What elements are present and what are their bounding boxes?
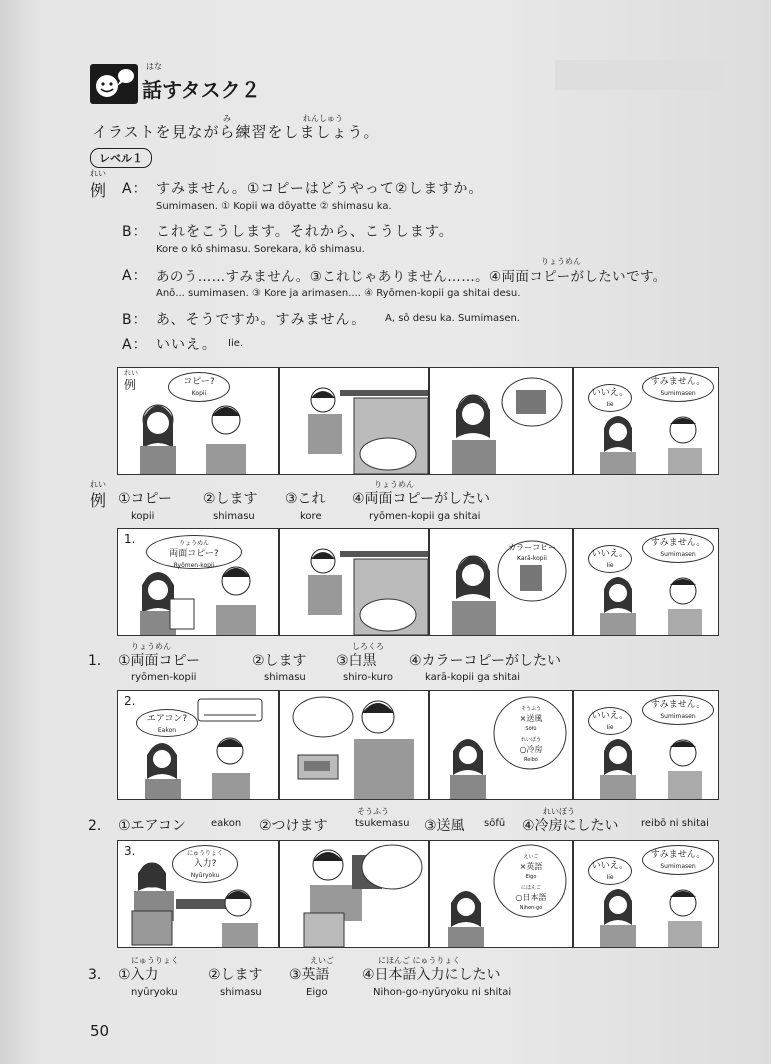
line-a1-romaji: Sumimasen. ① Kopii wa dōyatte ② shimasu ka. bbox=[156, 201, 392, 212]
bubble-text: いいえ。 bbox=[591, 549, 629, 559]
line-a1-speaker: A： bbox=[122, 181, 148, 197]
ans-1-item: ①両面コピー bbox=[118, 653, 200, 669]
line-a2-jp: あのう……すみません。③これじゃありません……。④両面コピーがしたいです。 bbox=[156, 269, 667, 285]
ans-1-romaji: ryōmen-kopii bbox=[131, 672, 197, 683]
ans-1-item: ②します bbox=[252, 653, 307, 669]
bubble-text: すみません。 bbox=[650, 700, 706, 710]
bubble-romaji: Iie bbox=[606, 562, 614, 569]
bubble-romaji: Eakon bbox=[157, 727, 177, 734]
ans-3-ruby3: えいご bbox=[310, 956, 334, 965]
ans-2-item: ②つけます bbox=[259, 818, 328, 834]
speech-bubble bbox=[588, 384, 632, 412]
ans-2-label: 2． bbox=[88, 818, 111, 834]
comic-strip-3 bbox=[117, 840, 719, 948]
ans-2-romaji: sōfū bbox=[484, 818, 506, 829]
line-b1-romaji: Kore o kō shimasu. Sorekara, kō shimasu. bbox=[156, 244, 365, 255]
speech-bubble bbox=[642, 845, 714, 875]
comic-drawings bbox=[118, 841, 718, 947]
comic-drawings bbox=[118, 691, 718, 799]
thought-text bbox=[504, 851, 558, 913]
bubble-romaji: Sumimasen bbox=[660, 551, 696, 558]
ans-3-item: ①入力 bbox=[118, 967, 159, 983]
example-label: 例 bbox=[90, 181, 108, 200]
bubble-text: 両面コピー? bbox=[169, 549, 219, 559]
line-a2-ruby: りょうめん bbox=[541, 257, 581, 266]
ans-1-romaji: shimasu bbox=[264, 672, 306, 683]
ans-2-item: ①エアコン bbox=[118, 818, 186, 834]
ans-3-romaji: shimasu bbox=[220, 987, 262, 998]
ans-1-romaji: karā-kopii ga shitai bbox=[425, 672, 521, 683]
bubble-romaji: Sumimasen bbox=[660, 863, 696, 870]
speech-bubble bbox=[588, 857, 632, 885]
bubble-text: すみません。 bbox=[650, 850, 706, 860]
ans-2-romaji: reibō ni shitai bbox=[641, 818, 709, 829]
ans-3-ruby4: にほんご にゅうりょく bbox=[378, 956, 461, 965]
comic-drawings bbox=[118, 529, 718, 635]
ans-3-romaji: Eigo bbox=[306, 987, 328, 998]
bubble-text: すみません。 bbox=[650, 377, 706, 387]
bubble-romaji: Nyūryoku bbox=[190, 872, 220, 879]
line-a3-jp: いいえ。 bbox=[156, 337, 217, 353]
ans-ex-romaji: kore bbox=[300, 511, 322, 522]
bubble-romaji: Nihon-go bbox=[519, 905, 543, 911]
ans-3-label: 3． bbox=[88, 967, 111, 983]
ans-3-item: ③英語 bbox=[289, 967, 330, 983]
ans-2-romaji: eakon bbox=[211, 818, 242, 829]
bubble-romaji: Sumimasen bbox=[660, 390, 696, 397]
bubble-romaji: Iie bbox=[606, 401, 614, 408]
ans-1-romaji: shiro-kuro bbox=[343, 672, 393, 683]
comic-strip-1 bbox=[117, 528, 719, 636]
bubble-romaji: Sumimasen bbox=[660, 713, 696, 720]
ans-ex-romaji: ryōmen-kopii ga shitai bbox=[369, 511, 481, 522]
speech-bubble-icon bbox=[90, 64, 138, 104]
strip-label: 例 bbox=[124, 378, 137, 392]
line-a3-speaker: A： bbox=[122, 337, 148, 353]
strip-ruby: れい bbox=[124, 369, 138, 377]
page-number: 50 bbox=[90, 1022, 110, 1040]
ans-2-romaji: tsukemasu bbox=[355, 818, 410, 829]
comic-strip-2 bbox=[117, 690, 719, 800]
ans-1-item: ④カラーコピーがしたい bbox=[409, 653, 561, 669]
ans-3-item: ②します bbox=[208, 967, 263, 983]
bubble-ruby: えいご bbox=[523, 854, 539, 860]
ans-ex-item: ②します bbox=[203, 491, 258, 507]
bubble-text: いいえ。 bbox=[591, 861, 629, 871]
strip-label: 2. bbox=[124, 694, 136, 708]
bubble-romaji: Iie bbox=[606, 874, 614, 881]
bubble-text: ○冷房 bbox=[519, 745, 543, 754]
ans-2-ruby3: そうふう bbox=[357, 807, 389, 816]
bubble-romaji: Reibō bbox=[524, 757, 538, 763]
ans-1-label: 1． bbox=[88, 653, 111, 669]
line-a3-romaji: Iie. bbox=[228, 338, 244, 349]
bleed-through bbox=[555, 60, 725, 90]
ans-3-item: ④日本語入力にしたい bbox=[362, 967, 501, 983]
bubble-ruby: りょうめん bbox=[178, 540, 209, 547]
instruction-text: イラストを見ながら練習をしましょう。 bbox=[92, 123, 380, 141]
section-title: 話すタスク２ bbox=[142, 78, 261, 102]
ans-ex-item: ①コピー bbox=[118, 491, 172, 507]
bubble-text: コピー? bbox=[183, 377, 215, 387]
bubble-romaji: Sōfū bbox=[525, 726, 537, 732]
bubble-ruby: にほんご bbox=[520, 885, 541, 891]
bubble-text: ×送風 bbox=[519, 714, 543, 723]
speech-bubble bbox=[642, 372, 714, 402]
ans-3-romaji: Nihon-go-nyūryoku ni shitai bbox=[373, 987, 512, 998]
speech-bubble bbox=[588, 707, 632, 735]
bubble-romaji: Ryōmen-kopii bbox=[173, 562, 215, 569]
ans-ex-label: 例 bbox=[90, 491, 107, 510]
bubble-text: エアコン? bbox=[146, 714, 188, 724]
bubble-text: いいえ。 bbox=[591, 711, 629, 721]
ans-1-ruby3: しろくろ bbox=[352, 642, 384, 651]
thought-text bbox=[506, 543, 558, 564]
bubble-text: すみません。 bbox=[650, 538, 706, 548]
bubble-romaji: Iie bbox=[606, 724, 614, 731]
bubble-text: ○日本語 bbox=[515, 893, 547, 902]
instruction-ruby-renshuu: れんしゅう bbox=[303, 114, 343, 123]
bubble-text: いいえ。 bbox=[591, 388, 629, 398]
strip-label: 1. bbox=[124, 532, 136, 546]
line-b2-jp: あ、そうですか。すみません。 bbox=[156, 312, 367, 328]
comic-strip-example bbox=[117, 367, 719, 475]
bubble-romaji: Kopii bbox=[191, 390, 207, 397]
ans-ex-ruby4: りょうめん bbox=[374, 480, 414, 489]
instruction-ruby-mi: み bbox=[223, 114, 231, 123]
ans-3-romaji: nyūryoku bbox=[131, 987, 178, 998]
ans-2-ruby4: れいぼう bbox=[543, 807, 575, 816]
line-b1-jp: これをこうします。それから、こうします。 bbox=[156, 224, 454, 240]
thought-text bbox=[506, 703, 556, 765]
bubble-text: カラーコピー bbox=[508, 543, 556, 552]
ans-ex-ruby: れい bbox=[90, 480, 106, 489]
strip-label: 3. bbox=[124, 844, 136, 858]
bubble-text: 入力? bbox=[193, 859, 217, 869]
ans-2-item: ③送風 bbox=[424, 818, 465, 834]
ans-ex-item: ③これ bbox=[285, 491, 326, 507]
ans-ex-romaji: shimasu bbox=[213, 511, 255, 522]
line-b1-speaker: B： bbox=[122, 224, 148, 240]
ans-ex-item: ④両面コピーがしたい bbox=[352, 491, 490, 507]
ans-3-ruby1: にゅうりょく bbox=[131, 956, 179, 965]
line-b2-romaji: A, sō desu ka. Sumimasen. bbox=[385, 313, 520, 324]
ans-ex-romaji: kopii bbox=[131, 511, 155, 522]
bubble-ruby: にゅうりょく bbox=[187, 850, 223, 857]
line-a1-jp: すみません。①コピーはどうやって②しますか。 bbox=[156, 181, 484, 197]
title-ruby: はな bbox=[146, 62, 162, 71]
line-a2-romaji: Anō... sumimasen. ③ Kore ja arimasen.... ④ Ryōmen-kopii ga shitai desu. bbox=[156, 288, 521, 299]
speech-bubble bbox=[588, 545, 632, 573]
speech-bubble bbox=[642, 533, 714, 563]
line-b2-speaker: B： bbox=[122, 312, 148, 328]
ans-1-ruby1: りょうめん bbox=[131, 642, 171, 651]
ans-1-item: ③白黒 bbox=[336, 653, 377, 669]
ans-2-item: ④冷房にしたい bbox=[522, 818, 619, 834]
bubble-ruby: れいぼう bbox=[520, 737, 541, 743]
bubble-romaji: Eigo bbox=[525, 874, 537, 880]
level-badge: レベル１ bbox=[90, 148, 152, 168]
comic-drawings bbox=[118, 368, 718, 474]
line-a2-speaker: A： bbox=[122, 268, 148, 284]
speech-bubble bbox=[642, 695, 714, 725]
bubble-ruby: そうふう bbox=[520, 706, 541, 712]
bubble-romaji: Karā-kopii bbox=[517, 555, 547, 562]
bubble-text: ×英語 bbox=[519, 862, 543, 871]
example-ruby: れい bbox=[90, 169, 106, 178]
